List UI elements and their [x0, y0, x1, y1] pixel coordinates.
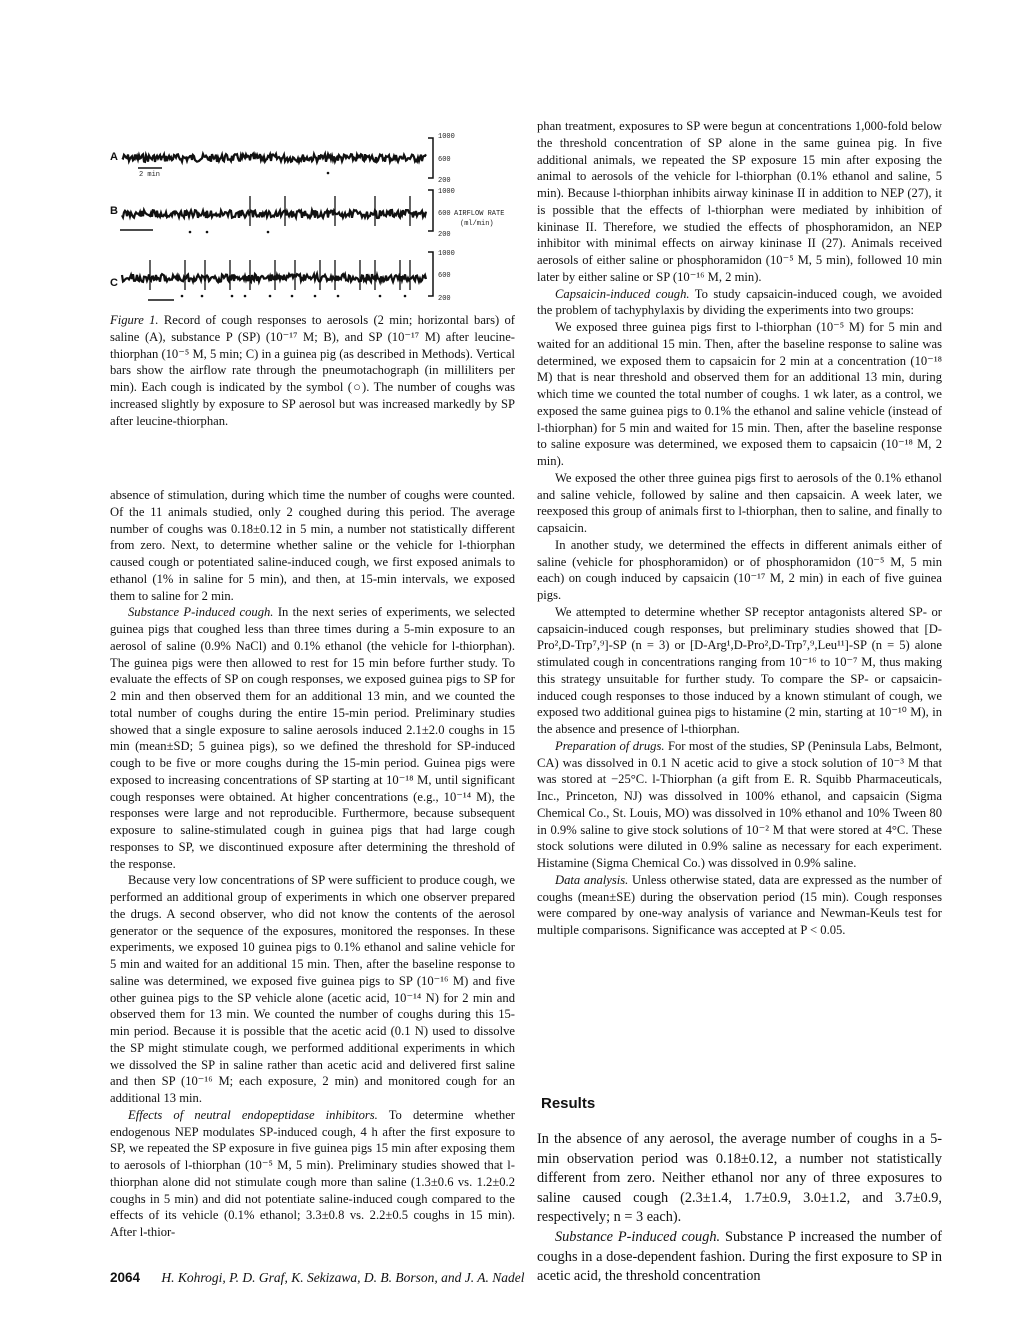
airflow-label: AIRFLOW RATE — [454, 210, 505, 218]
right-paragraph-8-text: Unless otherwise stated, data are expressed as the number of coughs (mean±SE) during the observation period (15 min). Cough responses were compared by one-way analysis of variance and Newman-Keuls test for multiple comparisons. Significance was accepted at P < 0.05. — [537, 872, 943, 937]
trace-a — [122, 154, 426, 162]
figure-caption-text: Record of cough responses to aerosols (2 min; horizontal bars) of saline (A), substance P (SP) (10⁻¹⁷ M; B), and SP (10⁻¹⁷ M) after leucine-thiorphan (10⁻⁵ M, 5 min; C) in a guinea pig (as described in Methods). Vertical bars show the airflow rate through the pneumotachograph (in milliliters per min). Each cough is indicated by the symbol (○). The number of coughs was increased slightly by exposure to SP aerosol but was increased markedly by SP after leucine-thiorphan. — [110, 313, 516, 428]
trace-c-cough-mark-1 — [201, 295, 204, 298]
airflow-traces — [122, 154, 426, 297]
trace-c-cough-mark-6 — [314, 295, 317, 298]
results-head-sp: Substance P-induced cough. — [555, 1228, 721, 1245]
scale-a-top: 1000 — [438, 133, 455, 141]
right-paragraph-7 — [537, 738, 942, 872]
left-paragraph-1: absence of stimulation, during which time the number of coughs were counted. Of the 11 animals studied, only 2 coughed during this period. The average number of coughs was 0.18±0.12 in 5 min, a number not statistically different from zero. Next, to determine whether saline or the vehicle for l-thiorphan caused cough or potentiated saline-induced cough, we first exposed animals to ethanol (1% in saline for 5 min), and then, at 15-min intervals, we exposed them to saline for 2 min. — [110, 488, 515, 603]
scale-c-mid: 600 — [438, 272, 451, 280]
results-paragraph-2 — [537, 1228, 942, 1287]
scale-bar-c — [428, 250, 455, 303]
trace-b-cough-mark-2 — [267, 231, 270, 234]
scale-c-bottom: 200 — [438, 295, 451, 303]
right-paragraph-3: We exposed three guinea pigs first to l-thiorphan (10⁻⁵ M) for 5 min and waited for an additional 15 min. Then, after the baseline response to saline was determined, we exposed them to capsaicin for 2 min at a concentration (10⁻¹⁸ M) that is near threshold and observed them for an additional 13 min, during which time we counted the total number of coughs. 1 wk later, as a control, we exposed the same guinea pigs to 0.1% the ethanol and saline vehicle (instead of l-thiorphan) for 5 min and waited for 15 min. Then, after the baseline response to saline exposure was determined, we exposed them to capsaicin (10⁻¹⁸ M, 2 min). — [537, 320, 942, 468]
figure-1 — [110, 118, 520, 308]
results-paragraph-2-text: Substance P increased the number of coughs in a dose-dependent fashion. During the first exposure to SP in acetic acid, the threshold concentration — [537, 1228, 942, 1285]
left-paragraph-4 — [110, 1107, 515, 1241]
page-footer — [110, 1270, 525, 1286]
left-column — [110, 487, 515, 1241]
right-column — [537, 118, 942, 939]
scale-b-bottom: 200 — [438, 231, 451, 239]
results-heading: Results — [541, 1095, 596, 1112]
results-paragraph-1: In the absence of any aerosol, the average number of coughs in a 5-min observation period was 0.18±0.12, a number not statistically different from zero. Neither ethanol nor any of three exposures to saline caused cough (2.3±1.4, 1.7±0.9, 3.0±1.2, and 3.7±0.9, respectively; n = 3 each). — [537, 1131, 942, 1226]
section-head-data-analysis: Data analysis. — [555, 872, 629, 887]
left-paragraph-2-text: In the next series of experiments, we selected guinea pigs that coughed less than three times during a 5-min exposure to an aerosol of saline (0.9% NaCl) and 0.1% ethanol (the vehicle for l-thiorphan). The guinea pigs were then allowed to rest for 15 min before further study. To evaluate the effects of SP on cough responses, we exposed guinea pigs to SP for 2 min and then observed them for an additional 13 min, and we counted the total number of coughs during the entire 15-min period. Preliminary studies showed that a single exposure to saline aerosols induced 2.1±2.0 coughs in 15 min (mean±SD; 5 guinea pigs), so we defined the threshold for SP-induced cough to be five or more coughs during the 15-min period. Guinea pigs were exposed to increasing concentrations of SP starting at 10⁻¹⁸ M, until significant cough responses were obtained. At higher concentrations (e.g., 10⁻¹⁴ M), the responses were large and not reproducible. Furthermore, because subsequent exposure to saline-stimulated cough in guinea pigs that had large cough responses to SP, we discontinued exposure after determining the threshold of the response. — [110, 605, 515, 871]
trace-b-cough-mark-1 — [206, 231, 209, 234]
trace-c-cough-mark-7 — [337, 295, 340, 298]
left-paragraph-4-text: To determine whether endogenous NEP modulates SP-induced cough, 4 h after the first exposure to SP, we repeated the SP exposure in five guinea pigs 15 min after exposing them to aerosols of l-thiorphan (10⁻⁵ M, 5 min). Preliminary studies showed that l-thiorphan alone did not stimulate cough more than saline (1.3±0.6 vs. 1.2±0.2 coughs in 5 min) and did not potentiate saline-induced cough compared to the effects of its vehicle (0.1% ethanol; 3.3±0.8 vs. 2.2±0.5 coughs in 15 min). After l-thior- — [110, 1107, 515, 1239]
time-scale-label: 2 min — [139, 171, 161, 179]
trace-c-cough-mark-5 — [291, 295, 294, 298]
right-paragraph-2 — [537, 286, 942, 320]
scale-bar-b — [428, 188, 455, 239]
figure-caption — [110, 312, 515, 429]
section-head-capsaicin: Capsaicin-induced cough. — [555, 286, 690, 301]
scale-a-bottom: 200 — [438, 177, 451, 185]
right-paragraph-5: In another study, we determined the effects in different animals either of saline (vehicle for phosphoramidon) or of phosphoramidon (10⁻⁵ M, 5 min each) on cough induced by capsaicin (10⁻¹⁷ M, 2 min) in each of five guinea pigs. — [537, 537, 942, 602]
trace-c-cough-mark-3 — [244, 295, 247, 298]
trace-c-cough-mark-2 — [231, 295, 234, 298]
right-paragraph-6: We attempted to determine whether SP receptor antagonists altered SP- or capsaicin-induced cough responses, but preliminary studies showed that [D-Pro²,D-Trp⁷,⁹]-SP (n = 3) or [D-Arg¹,D-Pro²,D-Trp⁷,⁹,Leu¹¹]-SP (n = 5) alone stimulated cough in concentrations ranging from 10⁻¹⁶ to 10⁻⁷ M, thus making this strategy unsuitable for further study. To compare the SP- or capsaicin-induced cough responses to those induced by a known stimulant of cough, we exposed two additional guinea pigs to histamine (2 min, starting at 10⁻¹⁰ M), in the absence and presence of l-thiorphan. — [537, 604, 942, 736]
page-number: 2064 — [110, 1270, 141, 1285]
trace-c — [122, 274, 426, 282]
scale-b-top: 1000 — [438, 188, 455, 196]
right-paragraph-7-text: For most of the studies, SP (Peninsula Labs, Belmont, CA) was dissolved in 0.1 N acetic acid to give a stock solution of 10⁻³ M that was stored at −25°C. l-Thiorphan (a gift from E. R. Squibb Pharmaceuticals, Inc., Princeton, NJ) was dissolved in 100% ethanol, and capsaicin (Sigma Chemical Co., St. Louis, MO) was dissolved in 10% ethanol and 10% Tween 80 in 0.9% saline to give stock solutions of 10⁻² M that were stored at 4°C. These stock solutions were diluted in 0.9% saline as necessary for each experiment. Histamine (Sigma Chemical Co.) was dissolved in 0.9% saline. — [537, 738, 942, 870]
right-paragraph-4: We exposed the other three guinea pigs first to aerosols of the 0.1% ethanol and saline vehicle, followed by saline and then capsaicin. A week later, we reexposed this group of animals first to l-thiorphan, then to saline, and finally to capsaicin. — [537, 470, 942, 535]
right-paragraph-1: phan treatment, exposures to SP were begun at concentrations 1,000-fold below the threshold concentration of SP alone in the same guinea pig. In five additional animals, we repeated the SP exposure 15 min after exposing the animal to aerosols of the vehicle for l-thiorphan (0.1% ethanol and saline, 5 min). Because l-thiorphan inhibits airway kininase II in addition to NEP (27), it is possible that the effects of l-thiorphan were mediated by inhibition of kininase II. Therefore, we studied the effects of phosphoramidon, an NEP inhibitor with minimal effects on airway kininase II (27). Animals received aerosols of either saline or phosphoramidon (10⁻⁵ M, 5 min), followed 10 min later by either saline or SP (10⁻¹⁶ M, 2 min). — [537, 119, 942, 284]
footer-authors: H. Kohrogi, P. D. Graf, K. Sekizawa, D. B. Borson, and J. A. Nadel — [161, 1270, 525, 1285]
scale-c-top: 1000 — [438, 250, 455, 258]
scale-a-mid: 600 — [438, 156, 451, 164]
results-section — [537, 1130, 942, 1287]
trace-b-cough-mark-0 — [189, 231, 192, 234]
trace-c-cough-mark-0 — [181, 295, 184, 298]
trace-c-cough-mark-8 — [379, 295, 382, 298]
right-paragraph-8 — [537, 872, 942, 939]
right-paragraph-2-text: To study capsaicin-induced cough, we avoided the problem of tachyphylaxis by dividing the experiments into two groups: — [537, 286, 942, 318]
cough-record-plot — [110, 118, 520, 308]
section-head-drugs: Preparation of drugs. — [555, 738, 665, 753]
trace-c-cough-mark-9 — [404, 295, 407, 298]
figure-caption-label: Figure 1. — [110, 313, 159, 327]
left-paragraph-3: Because very low concentrations of SP were sufficient to produce cough, we performed an additional group of experiments in which one observer prepared the drugs. A second observer, who did not know the contents of the aerosol generator or the sequence of the exposures, monitored the responses. In these experiments, we exposed 10 guinea pigs to 0.1% ethanol and saline vehicle for 5 min and waited for an additional 15 min. Then, after the baseline response to saline was determined, we exposed five guinea pigs to SP (10⁻¹⁶ M) and five other guinea pigs to the SP vehicle alone (acetic acid, 10⁻¹⁴ N) for 2 min and observed them for 13 min. We counted the number of coughs during this 15-min period. Because it is possible that the acetic acid (0.1 N) used to dissolve the SP might stimulate cough, we performed additional experiments in which we dissolved the SP in saline rather than acetic acid and delivered first saline and then SP (10⁻¹⁶ M; each exposure, 2 min) and monitored cough for an additional 13 min. — [110, 873, 515, 1105]
scale-b-mid: 600 — [438, 210, 451, 218]
left-paragraph-2 — [110, 604, 515, 872]
section-head-sp-cough: Substance P-induced cough. — [128, 605, 274, 620]
panel-label-b: B — [110, 205, 118, 217]
trace-b — [122, 210, 426, 218]
trace-a-cough-mark-0 — [327, 172, 330, 175]
section-head-nep: Effects of neutral endopeptidase inhibitors. — [128, 1107, 378, 1122]
panel-label-c: C — [110, 277, 118, 289]
panel-label-a: A — [110, 151, 118, 163]
trace-c-cough-mark-4 — [269, 295, 272, 298]
airflow-unit: (ml/min) — [460, 220, 494, 228]
scale-bar-a — [428, 133, 455, 185]
